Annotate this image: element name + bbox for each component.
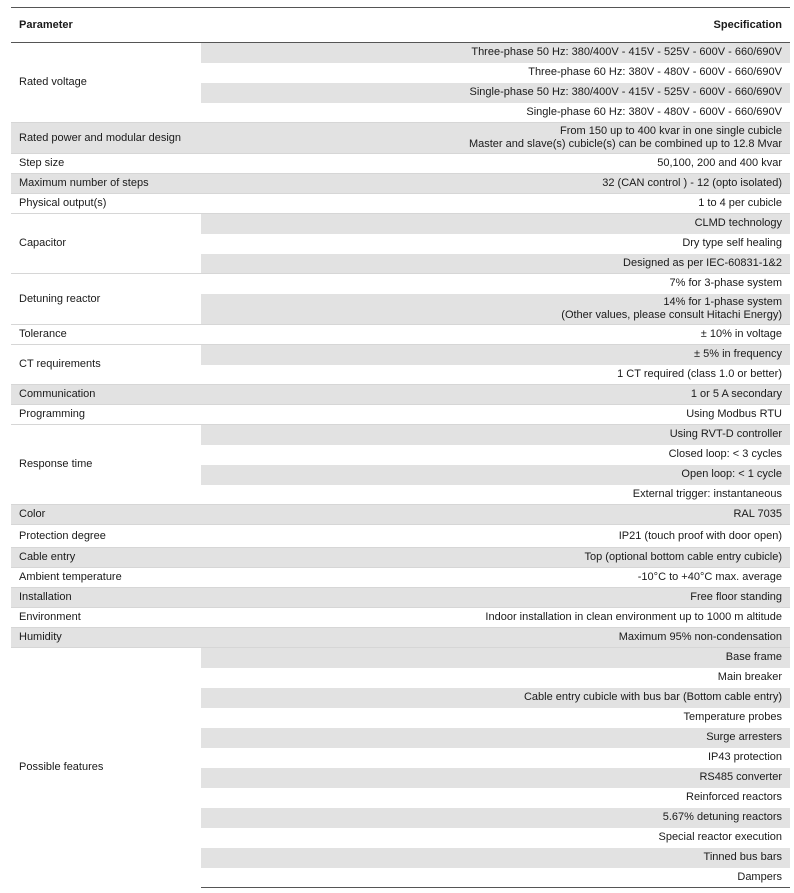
specification-cell	[201, 568, 790, 588]
table-row	[11, 154, 790, 174]
table-row	[11, 123, 790, 154]
specification-cell	[201, 688, 790, 708]
specification-line: Top (optional bottom cable entry cubicle)	[584, 551, 782, 563]
specification-cell	[201, 83, 790, 103]
parameter-cell: Ambient temperature	[11, 568, 201, 588]
parameter-cell: Response time	[11, 425, 201, 505]
table-row	[11, 628, 790, 648]
specification-line: Using RVT-D controller	[669, 428, 782, 441]
specification-line: -10°C to +40°C max. average	[637, 571, 782, 583]
table-row	[11, 174, 790, 194]
parameter-cell: Installation	[11, 588, 201, 608]
specification-line: Using Modbus RTU	[686, 408, 782, 420]
specification-line: Designed as per IEC-60831-1&2	[623, 256, 782, 269]
table-row	[11, 425, 790, 445]
table-header-row	[11, 8, 790, 43]
specification-cell	[201, 768, 790, 788]
specification-line: 1 or 5 A secondary	[690, 388, 782, 400]
specification-line: Base frame	[725, 651, 782, 664]
specification-cell	[201, 808, 790, 828]
specification-cell	[201, 445, 790, 465]
parameter-cell: Environment	[11, 608, 201, 628]
specification-line: Open loop: < 1 cycle	[681, 468, 782, 480]
specification-line: Cable entry cubicle with bus bar (Bottom cable entry)	[523, 691, 782, 703]
parameter-cell: Programming	[11, 405, 201, 425]
parameter-cell: Communication	[11, 385, 201, 405]
specification-line: 1 to 4 per cubicle	[698, 197, 782, 209]
specification-cell	[201, 485, 790, 505]
specification-cell	[201, 748, 790, 768]
parameter-cell: CT requirements	[11, 345, 201, 385]
specification-cell	[201, 274, 790, 294]
table-body	[11, 43, 790, 888]
specification-line: Indoor installation in clean environment up to 1000 m altitude	[485, 611, 782, 623]
specification-cell	[201, 345, 790, 365]
specification-cell	[201, 648, 790, 668]
table-row	[11, 325, 790, 345]
specification-line: IP43 protection	[708, 751, 782, 763]
specification-cell	[201, 174, 790, 194]
specification-cell	[201, 668, 790, 688]
specification-cell	[201, 525, 790, 548]
table-row	[11, 194, 790, 214]
parameter-cell: Detuning reactor	[11, 274, 201, 325]
parameter-cell: Step size	[11, 154, 201, 174]
specification-line: Surge arresters	[706, 731, 782, 743]
parameter-cell: Maximum number of steps	[11, 174, 201, 194]
specification-line: Free floor standing	[690, 591, 782, 603]
table-row	[11, 405, 790, 425]
specification-line: 5.67% detuning reactors	[662, 811, 782, 823]
specification-line: Single-phase 50 Hz: 380/400V - 415V - 525V - 600V - 660/690V	[469, 86, 782, 98]
specification-cell	[201, 868, 790, 888]
specification-line: Special reactor execution	[658, 831, 782, 843]
specification-cell	[201, 294, 790, 325]
specification-cell	[201, 628, 790, 648]
specification-line: IP21 (touch proof with door open)	[618, 529, 782, 542]
specification-line: Single-phase 60 Hz: 380V - 480V - 600V - 660/690V	[526, 105, 782, 118]
specification-cell	[201, 234, 790, 254]
specification-line: Reinforced reactors	[686, 791, 782, 803]
specification-cell	[201, 548, 790, 568]
parameter-cell: Physical output(s)	[11, 194, 201, 214]
specification-line: RAL 7035	[733, 508, 782, 520]
specification-cell	[201, 405, 790, 425]
specification-cell	[201, 425, 790, 445]
parameter-cell: Rated voltage	[11, 43, 201, 123]
specification-cell	[201, 103, 790, 123]
parameter-cell: Rated power and modular design	[11, 123, 201, 154]
specification-cell	[201, 788, 790, 808]
specification-cell	[201, 194, 790, 214]
specification-line: From 150 up to 400 kvar in one single cubicle	[560, 125, 782, 137]
specification-column-header: Specification	[201, 8, 790, 43]
specification-line: ± 10% in voltage	[700, 328, 782, 340]
table-row	[11, 568, 790, 588]
specification-cell	[201, 608, 790, 628]
specification-cell	[201, 505, 790, 525]
spec-sheet	[11, 7, 790, 888]
specification-cell	[201, 728, 790, 748]
table-row	[11, 43, 790, 63]
specification-cell	[201, 43, 790, 63]
specification-cell	[201, 588, 790, 608]
table-row	[11, 548, 790, 568]
specification-table	[11, 7, 790, 888]
specification-cell	[201, 325, 790, 345]
parameter-column-header: Parameter	[11, 8, 201, 43]
specification-line: Master and slave(s) cubicle(s) can be combined up to 12.8 Mvar	[468, 138, 782, 150]
table-row	[11, 345, 790, 365]
specification-line: RS485 converter	[699, 771, 782, 783]
specification-cell	[201, 214, 790, 234]
specification-line: Maximum 95% non-condensation	[618, 631, 782, 643]
table-row	[11, 385, 790, 405]
table-row	[11, 274, 790, 294]
specification-line: 7% for 3-phase system	[669, 277, 782, 290]
specification-line: Three-phase 50 Hz: 380/400V - 415V - 525V - 600V - 660/690V	[471, 46, 782, 59]
specification-line: Three-phase 60 Hz: 380V - 480V - 600V - 660/690V	[528, 66, 782, 78]
specification-line: Tinned bus bars	[703, 851, 782, 863]
specification-cell	[201, 365, 790, 385]
specification-cell	[201, 63, 790, 83]
specification-cell	[201, 385, 790, 405]
specification-line: 50,100, 200 and 400 kvar	[657, 157, 782, 169]
specification-line: Temperature probes	[683, 711, 782, 723]
table-row	[11, 505, 790, 525]
table-row	[11, 525, 790, 548]
specification-line: (Other values, please consult Hitachi Energy)	[561, 308, 782, 321]
parameter-cell: Cable entry	[11, 548, 201, 568]
specification-line: External trigger: instantaneous	[632, 487, 782, 500]
specification-cell	[201, 828, 790, 848]
parameter-cell: Color	[11, 505, 201, 525]
specification-cell	[201, 123, 790, 154]
table-row	[11, 648, 790, 668]
table-row	[11, 608, 790, 628]
specification-line: 1 CT required (class 1.0 or better)	[617, 367, 782, 380]
table-row	[11, 588, 790, 608]
table-row	[11, 214, 790, 234]
specification-cell	[201, 465, 790, 485]
specification-line: ± 5% in frequency	[694, 348, 782, 361]
specification-line: 14% for 1-phase system	[663, 295, 782, 308]
specification-cell	[201, 254, 790, 274]
parameter-cell: Capacitor	[11, 214, 201, 274]
specification-line: 32 (CAN control ) - 12 (opto isolated)	[602, 177, 782, 189]
parameter-cell: Protection degree	[11, 525, 201, 548]
specification-line: CLMD technology	[694, 217, 782, 230]
parameter-cell: Tolerance	[11, 325, 201, 345]
specification-cell	[201, 708, 790, 728]
specification-line: Dry type self healing	[682, 237, 782, 249]
parameter-cell: Humidity	[11, 628, 201, 648]
specification-line: Main breaker	[717, 671, 782, 683]
parameter-cell: Possible features	[11, 648, 201, 888]
specification-cell	[201, 848, 790, 868]
specification-line: Closed loop: < 3 cycles	[668, 448, 782, 460]
specification-line: Dampers	[737, 870, 782, 883]
specification-cell	[201, 154, 790, 174]
